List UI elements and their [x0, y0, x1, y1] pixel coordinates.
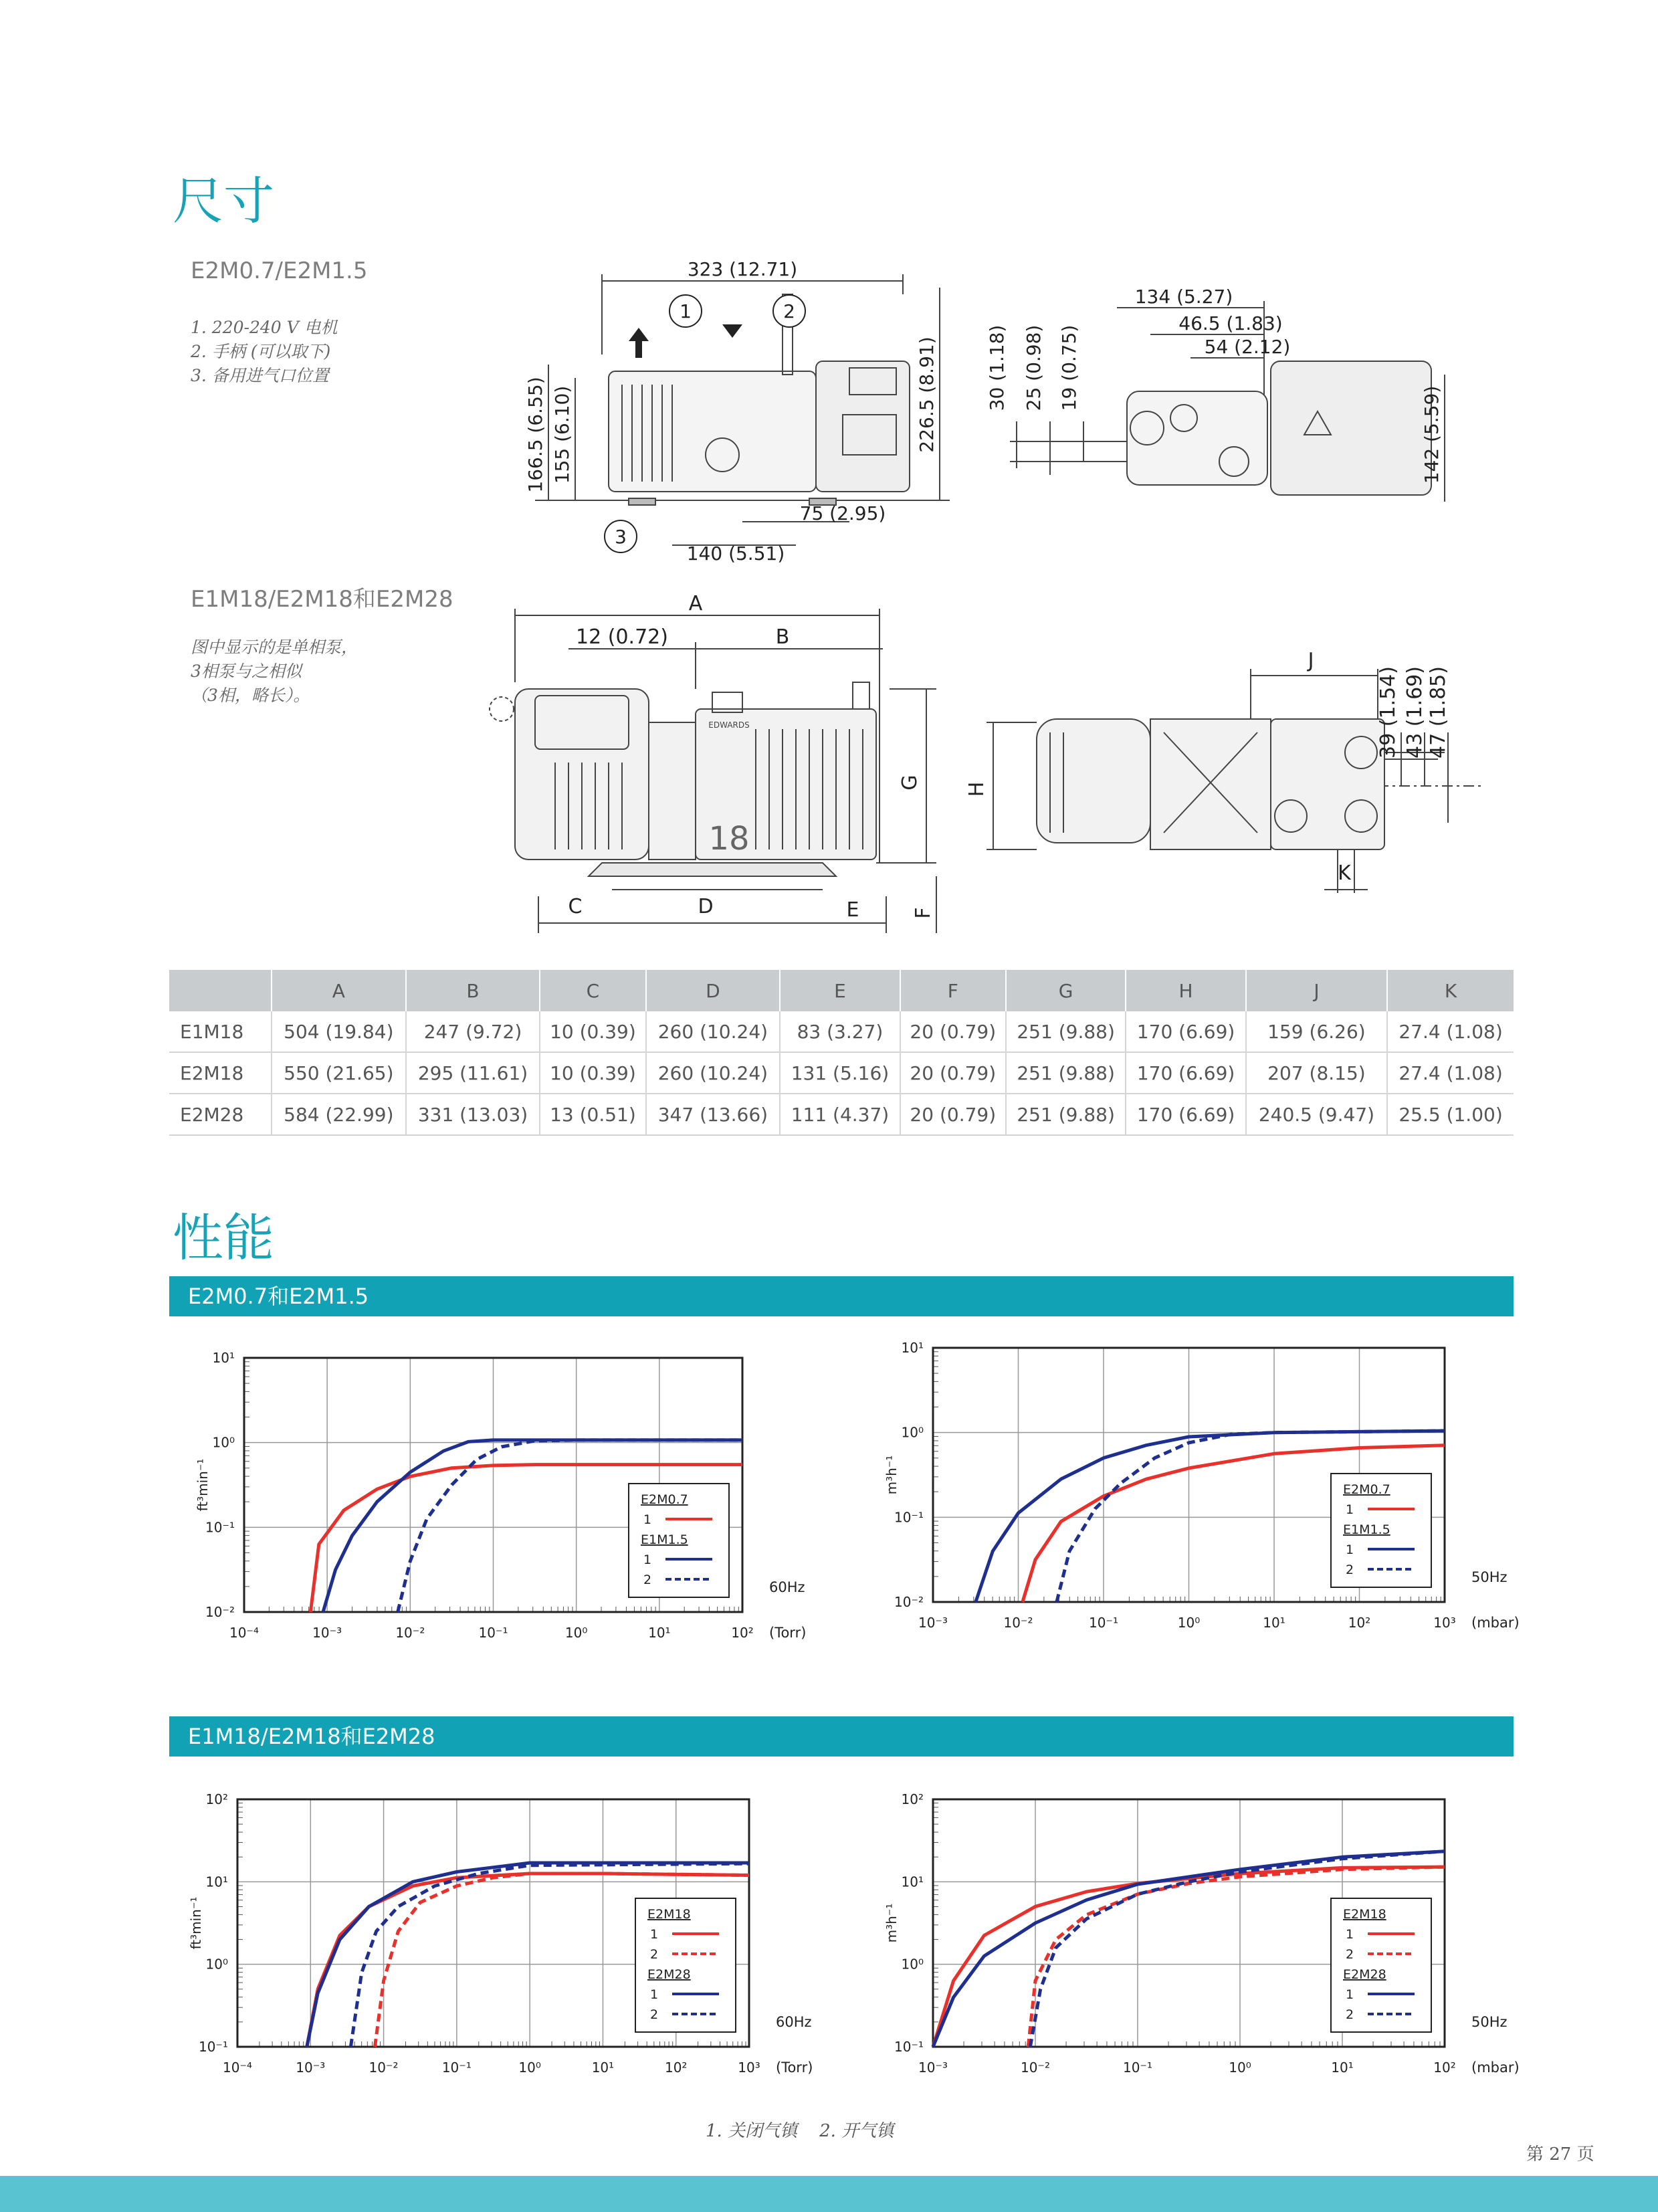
- table-cell: 584 (22.99): [272, 1094, 406, 1135]
- x-tick-label: 10⁻²: [395, 1625, 425, 1641]
- table-cell: 260 (10.24): [646, 1052, 781, 1094]
- dim-label-H: H: [965, 781, 989, 797]
- y-tick-label: 10¹: [901, 1340, 924, 1356]
- section-band-large: E1M18/E2M18和E2M28: [169, 1716, 1514, 1756]
- note-line: 图中显示的是单相泵，: [191, 637, 358, 657]
- x-tick-label: 10¹: [648, 1625, 671, 1641]
- y-tick-label: 10¹: [205, 1874, 228, 1890]
- x-tick-label: 10¹: [1331, 2059, 1354, 2076]
- table-cell: 10 (0.39): [540, 1011, 645, 1052]
- x-tick-label: 10⁻²: [1020, 2059, 1051, 2076]
- x-tick-label: 10²: [664, 2059, 688, 2076]
- y-tick-label: 10⁰: [901, 1424, 924, 1441]
- legend-heading: E2M0.7: [641, 1492, 688, 1507]
- dim-label: 142 (5.59): [1421, 385, 1443, 484]
- x-tick-label: 10¹: [1263, 1615, 1285, 1631]
- table-cell: 13 (0.51): [540, 1094, 645, 1135]
- pump-number: 18: [708, 820, 750, 858]
- note-line: 3相泵与之相似: [191, 662, 302, 681]
- dim-label: 30 (1.18): [986, 324, 1008, 411]
- table-header: G: [1006, 970, 1126, 1011]
- table-cell: 550 (21.65): [272, 1052, 406, 1094]
- y-tick-label: 10¹: [901, 1874, 924, 1890]
- y-tick-label: 10⁻¹: [198, 2039, 228, 2055]
- table-cell: 83 (3.27): [780, 1011, 900, 1052]
- frequency-label: 50Hz: [1471, 1569, 1508, 1585]
- table-cell: E2M28: [169, 1094, 272, 1135]
- table-row: [169, 1094, 1514, 1135]
- table-cell: 331 (13.03): [406, 1094, 540, 1135]
- table-cell: 207 (8.15): [1246, 1052, 1387, 1094]
- large-pump-notes: [191, 635, 358, 708]
- y-tick-label: 10⁰: [212, 1434, 235, 1451]
- legend-item-label: 1: [1346, 1927, 1354, 1942]
- table-cell: 240.5 (9.47): [1246, 1094, 1387, 1135]
- table-header: K: [1387, 970, 1514, 1011]
- y-tick-label: 10¹: [212, 1350, 235, 1366]
- legend-heading: E1M1.5: [641, 1532, 688, 1547]
- table-cell: E2M18: [169, 1052, 272, 1094]
- table-header: C: [540, 970, 645, 1011]
- footnote-legend: 1. 关闭气镇 2. 开气镇: [706, 2121, 894, 2141]
- dim-label-D: D: [698, 895, 714, 918]
- table-header: H: [1126, 970, 1245, 1011]
- table-cell: 111 (4.37): [780, 1094, 900, 1135]
- legend-item-label: 1: [643, 1512, 652, 1527]
- x-tick-label: 10³: [738, 2059, 760, 2076]
- note-line: 1. 220-240 V 电机: [191, 318, 338, 337]
- legend-item-label: 1: [1346, 1542, 1354, 1557]
- legend-item-label: 1: [1346, 1987, 1354, 2002]
- table-cell: 170 (6.69): [1126, 1011, 1245, 1052]
- y-tick-label: 10⁰: [205, 1956, 228, 1973]
- legend-item-label: 2: [1346, 1947, 1354, 1962]
- table-cell: 504 (19.84): [272, 1011, 406, 1052]
- table-cell: 25.5 (1.00): [1387, 1094, 1514, 1135]
- performance-chart-small-60hz: [181, 1338, 823, 1659]
- callout-1: 1: [680, 300, 692, 322]
- dim-label: 166.5 (6.55): [524, 377, 546, 493]
- table-cell: 251 (9.88): [1006, 1052, 1126, 1094]
- table-cell: 159 (6.26): [1246, 1011, 1387, 1052]
- dim-label: 140 (5.51): [686, 542, 785, 565]
- x-tick-label: 10⁻³: [312, 1625, 342, 1641]
- dim-label: 54 (2.12): [1204, 336, 1291, 358]
- x-tick-label: 10²: [1433, 2059, 1456, 2076]
- dim-label: 226.5 (8.91): [916, 336, 938, 453]
- legend-item-label: 1: [650, 1987, 659, 2002]
- table-cell: 247 (9.72): [406, 1011, 540, 1052]
- table-cell: 20 (0.79): [900, 1011, 1006, 1052]
- table-header: A: [272, 970, 406, 1011]
- table-cell: 20 (0.79): [900, 1052, 1006, 1094]
- x-tick-label: 10⁻³: [296, 2059, 326, 2076]
- y-tick-label: 10⁻¹: [894, 1509, 924, 1526]
- dim-label-J: J: [1308, 649, 1314, 672]
- small-pump-notes: [191, 316, 338, 388]
- dim-label-C: C: [568, 895, 583, 918]
- table-cell: 251 (9.88): [1006, 1094, 1126, 1135]
- x-tick-label: 10²: [731, 1625, 754, 1641]
- note-line: 3. 备用进气口位置: [191, 366, 329, 385]
- legend-item-label: 2: [643, 1573, 652, 1587]
- performance-chart-small-50hz: [869, 1328, 1525, 1649]
- dim-label-43: 43 (1.69): [1403, 666, 1427, 759]
- legend-item-label: 1: [650, 1927, 659, 1942]
- table-header: F: [900, 970, 1006, 1011]
- table-cell: 10 (0.39): [540, 1052, 645, 1094]
- footer-bar: [0, 2176, 1658, 2212]
- table-cell: 131 (5.16): [780, 1052, 900, 1094]
- y-tick-label: 10⁰: [901, 1956, 924, 1973]
- dim-label: 75 (2.95): [799, 502, 886, 524]
- table-cell: 251 (9.88): [1006, 1011, 1126, 1052]
- y-tick-label: 10⁻¹: [894, 2039, 924, 2055]
- table-header: B: [406, 970, 540, 1011]
- y-axis-label: m³h⁻¹: [884, 1903, 900, 1943]
- dim-label-G: G: [898, 775, 922, 791]
- dim-label-39: 39 (1.54): [1376, 666, 1400, 759]
- y-tick-label: 10⁻²: [205, 1604, 235, 1620]
- table-cell: 20 (0.79): [900, 1094, 1006, 1135]
- legend-heading: E2M0.7: [1343, 1482, 1390, 1497]
- table-cell: 170 (6.69): [1126, 1094, 1245, 1135]
- table-cell: E1M18: [169, 1011, 272, 1052]
- dimension-table: [169, 970, 1514, 1136]
- dim-label-K: K: [1338, 862, 1351, 885]
- brand-text: EDWARDS: [708, 720, 750, 730]
- small-pump-top-drawing: [983, 281, 1471, 508]
- y-tick-label: 10⁻²: [894, 1594, 924, 1610]
- table-cell: 295 (11.61): [406, 1052, 540, 1094]
- x-tick-label: 10⁰: [518, 2059, 541, 2076]
- table-cell: 347 (13.66): [646, 1094, 781, 1135]
- dim-label: 155 (6.10): [551, 385, 573, 484]
- note-line: 2. 手柄 (可以取下): [191, 342, 331, 361]
- legend-heading: E2M28: [1343, 1967, 1386, 1982]
- x-tick-label: 10⁰: [564, 1625, 588, 1641]
- legend-heading: E2M18: [647, 1907, 691, 1922]
- x-unit-label: (Torr): [776, 2059, 813, 2076]
- performance-chart-large-60hz: [174, 1779, 829, 2094]
- large-pump-model: E1M18/E2M18和E2M28: [191, 586, 453, 613]
- x-tick-label: 10⁻³: [918, 1615, 948, 1631]
- dim-label-47: 47 (1.85): [1427, 666, 1450, 759]
- y-tick-label: 10⁻¹: [205, 1519, 235, 1536]
- x-tick-label: 10⁻²: [369, 2059, 399, 2076]
- table-cell: 260 (10.24): [646, 1011, 781, 1052]
- table-header: [169, 970, 272, 1011]
- table-header: D: [646, 970, 781, 1011]
- callout-3: 3: [615, 526, 627, 548]
- x-tick-label: 10⁻⁴: [229, 1625, 260, 1641]
- dim-label: 25 (0.98): [1023, 324, 1045, 411]
- legend-item-label: 2: [650, 2007, 659, 2022]
- x-tick-label: 10⁻⁴: [222, 2059, 253, 2076]
- y-axis-label: ft³min⁻¹: [195, 1458, 211, 1512]
- dim-label: 19 (0.75): [1058, 324, 1080, 411]
- dim-label-12: 12 (0.72): [576, 625, 668, 649]
- dim-label-E: E: [846, 898, 859, 922]
- table-header: E: [780, 970, 900, 1011]
- dim-label: 46.5 (1.83): [1178, 312, 1283, 334]
- x-tick-label: 10⁻²: [1003, 1615, 1033, 1631]
- x-tick-label: 10⁻¹: [441, 2059, 472, 2076]
- x-tick-label: 10⁻¹: [1088, 1615, 1119, 1631]
- dimensions-title: 尺寸: [173, 171, 274, 231]
- legend-heading: E1M1.5: [1343, 1522, 1390, 1537]
- performance-chart-large-50hz: [869, 1779, 1525, 2094]
- x-tick-label: 10⁰: [1177, 1615, 1201, 1631]
- dim-label: 323 (12.71): [687, 258, 798, 280]
- x-tick-label: 10⁻³: [918, 2059, 948, 2076]
- note-line: （3相，略长）。: [191, 686, 310, 705]
- performance-title: 性能: [173, 1208, 274, 1268]
- legend-item-label: 2: [1346, 1563, 1354, 1577]
- legend-item-label: 1: [643, 1552, 652, 1567]
- table-row: [169, 1052, 1514, 1094]
- x-unit-label: (mbar): [1471, 1615, 1520, 1631]
- y-axis-label: m³h⁻¹: [884, 1455, 900, 1495]
- x-tick-label: 10²: [1348, 1615, 1371, 1631]
- legend-heading: E2M18: [1343, 1907, 1386, 1922]
- table-row: [169, 1011, 1514, 1052]
- legend-item-label: 1: [1346, 1502, 1354, 1517]
- table-cell: 170 (6.69): [1126, 1052, 1245, 1094]
- frequency-label: 60Hz: [769, 1579, 805, 1595]
- callout-2: 2: [783, 300, 795, 322]
- dim-label-F: F: [912, 907, 935, 919]
- x-tick-label: 10⁻¹: [1122, 2059, 1153, 2076]
- large-pump-side-drawing: [475, 582, 950, 936]
- x-tick-label: 10³: [1433, 1615, 1456, 1631]
- dim-label-B: B: [775, 625, 790, 649]
- frequency-label: 60Hz: [776, 2014, 812, 2030]
- section-band-small: E2M0.7和E2M1.5: [169, 1276, 1514, 1316]
- large-pump-top-drawing: [963, 639, 1518, 906]
- x-unit-label: (Torr): [769, 1625, 807, 1641]
- frequency-label: 50Hz: [1471, 2014, 1508, 2030]
- dim-label-A: A: [688, 592, 703, 615]
- x-tick-label: 10¹: [591, 2059, 615, 2076]
- x-tick-label: 10⁻¹: [478, 1625, 508, 1641]
- x-unit-label: (mbar): [1471, 2059, 1520, 2076]
- y-tick-label: 10²: [901, 1791, 924, 1807]
- table-header: J: [1246, 970, 1387, 1011]
- page-number: 第 27 页: [1526, 2144, 1594, 2165]
- table-cell: 27.4 (1.08): [1387, 1011, 1514, 1052]
- small-pump-side-drawing: [522, 254, 956, 575]
- table-header-row: [169, 970, 1514, 1011]
- y-axis-label: ft³min⁻¹: [188, 1896, 204, 1950]
- y-tick-label: 10²: [205, 1791, 228, 1807]
- x-tick-label: 10⁰: [1229, 2059, 1251, 2076]
- legend-item-label: 2: [650, 1947, 659, 1962]
- small-pump-model: E2M0.7/E2M1.5: [191, 258, 368, 284]
- legend-item-label: 2: [1346, 2007, 1354, 2022]
- table-cell: 27.4 (1.08): [1387, 1052, 1514, 1094]
- legend-heading: E2M28: [647, 1967, 691, 1982]
- dim-label: 134 (5.27): [1134, 286, 1233, 308]
